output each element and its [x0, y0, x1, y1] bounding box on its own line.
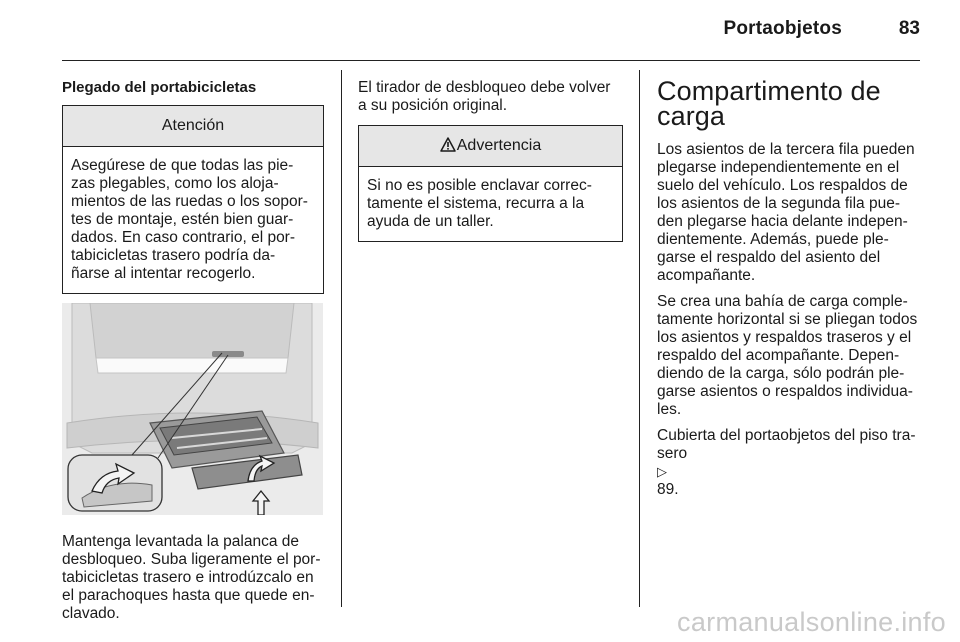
- intro-text: [358, 79, 623, 115]
- paragraph-line: los asientos y respaldos traseros y el: [657, 329, 912, 346]
- intro-line: El tirador de desbloqueo debe volver: [358, 79, 611, 96]
- header-rule: [62, 60, 920, 61]
- header-title: Portaobjetos: [723, 18, 842, 39]
- paragraph-line: garse el respaldo del asiento del: [657, 249, 881, 266]
- notice-line: zas plegables, como los aloja-: [71, 175, 279, 192]
- intro-line: a su posición original.: [358, 97, 508, 114]
- paragraph-line: suelo del vehículo. Los respaldos de: [657, 177, 908, 194]
- paragraph-line: garse asientos o respaldos individua-: [657, 383, 913, 400]
- warning-box: [358, 125, 623, 242]
- reference-arrow-icon: ▷: [657, 464, 667, 479]
- paragraph-line: les.: [657, 401, 682, 418]
- watermark: carmanualsonline.info: [677, 607, 946, 637]
- notice-title: Atención: [63, 106, 323, 147]
- reference-text: sero: [657, 445, 688, 462]
- warning-triangle-icon: [440, 137, 456, 152]
- column-2: [358, 79, 623, 242]
- paragraph-line: acompañante.: [657, 267, 756, 284]
- caption-line: Mantenga levantada la palanca de: [62, 533, 299, 550]
- paragraph-line: los asientos de la segunda fila pue-: [657, 195, 900, 212]
- paragraph-line: respaldo del acompañante. Depen-: [657, 347, 900, 364]
- notice-line: tes de montaje, estén bien guar-: [71, 211, 294, 228]
- paragraph-line: Se crea una bahía de carga comple-: [657, 293, 908, 310]
- paragraph-line: diendo de la carga, sólo podrán ple-: [657, 365, 905, 382]
- column-divider-2: [639, 70, 640, 607]
- warning-title: Advertencia: [456, 137, 542, 154]
- notice-line: mientos de las ruedas o los sopor-: [71, 193, 308, 210]
- illustration-caption: [62, 533, 324, 623]
- page-number: 83: [898, 18, 920, 39]
- paragraph-line: den plegarse hacia delante indepen-: [657, 213, 908, 230]
- bike-carrier-illustration: [62, 303, 323, 515]
- reference-line: [657, 445, 919, 499]
- cross-reference[interactable]: [657, 427, 919, 499]
- paragraph-1: [657, 141, 919, 285]
- notice-body: [63, 147, 323, 293]
- column-1: [62, 79, 324, 623]
- section-subheading: Plegado del portabicicletas: [62, 79, 257, 96]
- caption-line: tabicicletas trasero e introdúzcalo en: [62, 569, 314, 586]
- caption-line: desbloqueo. Suba ligeramente el por-: [62, 551, 321, 568]
- caption-line: clavado.: [62, 605, 120, 622]
- warning-line: ayuda de un taller.: [367, 213, 494, 230]
- warning-body: [359, 167, 622, 241]
- paragraph-line: tamente horizontal si se pliegan todos: [657, 311, 918, 328]
- heading-line: Compartimento de: [657, 76, 881, 106]
- reference-page[interactable]: 89.: [657, 481, 679, 498]
- notice-line: Asegúrese de que todas las pie-: [71, 157, 294, 174]
- notice-line: dados. En caso contrario, el por-: [71, 229, 296, 246]
- paragraph-line: dientemente. Además, puede ple-: [657, 231, 889, 248]
- paragraph-line: plegarse independientemente en el: [657, 159, 900, 176]
- section-heading: [657, 76, 919, 131]
- notice-line: ñarse al intentar recogerlo.: [71, 265, 256, 282]
- illustration-bike-carrier: [62, 303, 323, 515]
- notice-box: [62, 105, 324, 294]
- paragraph-line: Los asientos de la tercera fila pueden: [657, 141, 915, 158]
- notice-line: tabicicletas trasero podría da-: [71, 247, 276, 264]
- column-divider-1: [341, 70, 342, 607]
- heading-line: carga: [657, 101, 726, 131]
- warning-header: [359, 126, 622, 167]
- reference-line: Cubierta del portaobjetos del piso tra-: [657, 427, 916, 444]
- column-3: [657, 76, 919, 499]
- warning-line: Si no es posible enclavar correc-: [367, 177, 592, 194]
- warning-line: tamente el sistema, recurra a la: [367, 195, 585, 212]
- caption-line: el parachoques hasta que quede en-: [62, 587, 315, 604]
- paragraph-2: [657, 293, 919, 419]
